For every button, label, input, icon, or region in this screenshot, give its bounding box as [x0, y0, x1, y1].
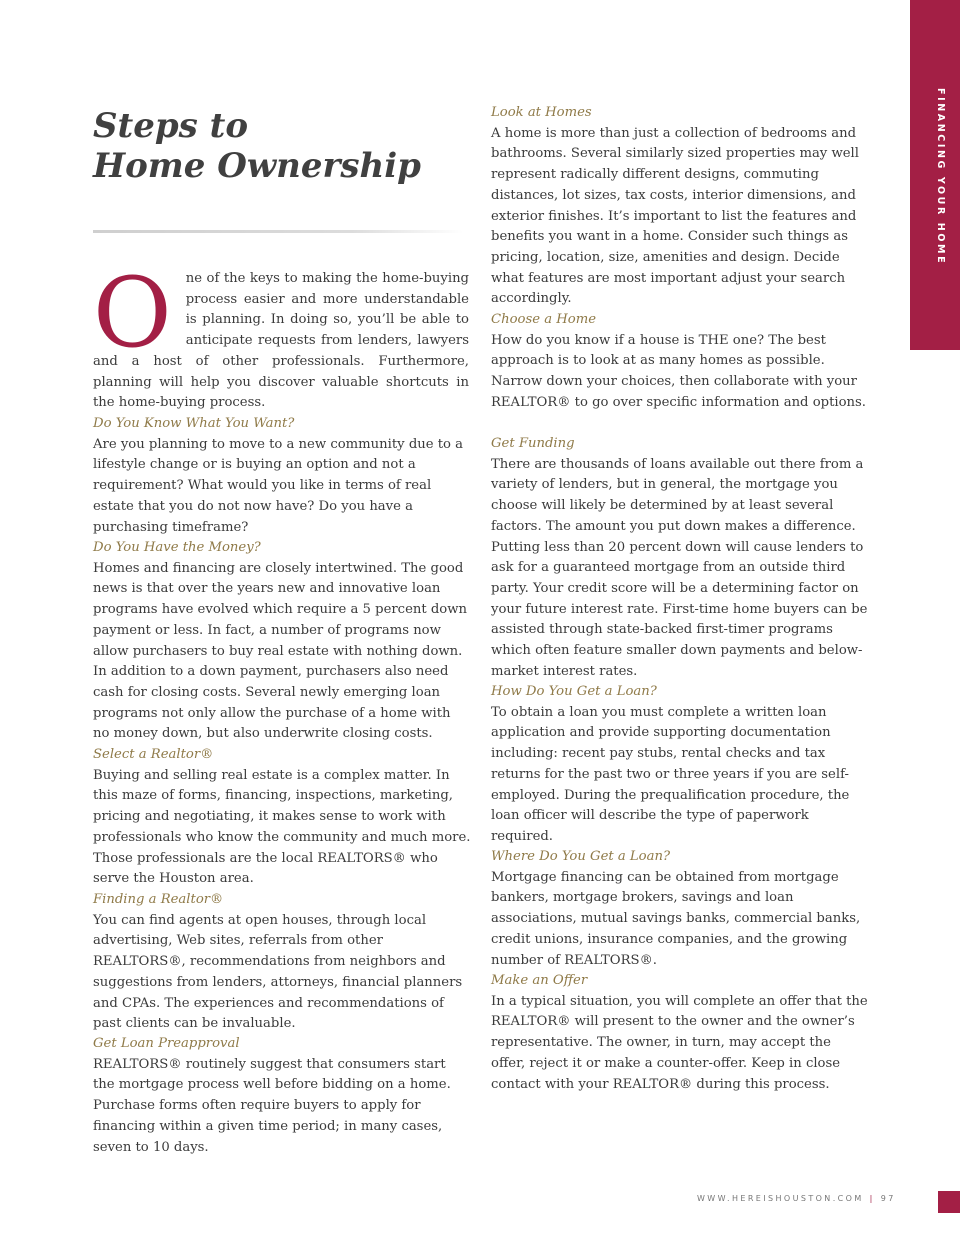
section-know-what-you-want — [93, 414, 471, 538]
section-get-funding — [491, 434, 869, 682]
title-divider — [93, 230, 463, 233]
section-heading: Make an Offer — [491, 973, 588, 988]
section-heading: Do You Know What You Want? — [93, 416, 295, 431]
footer-separator: | — [869, 1194, 875, 1203]
section-body: A home is more than just a collection of bedrooms and bathrooms. Several similarly sized properties may well represent radically different designs, commuting distances, lot sizes, tax costs, interior dimensions, and exterior finishes. It’s important to list the features and benefits you want in a home. Consider such things as pricing, location, size, amenities and design. Decide what features are most important adjust your search accordingly. — [491, 125, 859, 307]
section-make-an-offer — [491, 971, 869, 1095]
section-tab-label: FINANCING YOUR HOME — [935, 88, 946, 266]
section-heading: Choose a Home — [491, 312, 597, 327]
section-body: Mortgage financing can be obtained from mortgage bankers, mortgage brokers, savings and loan associations, mutual savings banks, commercial banks, credit unions, insurance companies, and the growing number of REALTORS®. — [491, 869, 861, 968]
section-body: There are thousands of loans available out there from a variety of lenders, but in general, the mortgage you choose will likely be determined by at least several factors. The amount you put down makes a difference. Putting less than 20 percent down will cause lenders to ask for a guaranteed mortgage from an outside third party. Your credit score will be a determining factor on your future interest rate. First-time home buyers can be assisted through state-backed first-timer programs which often feature smaller down payments and below-market interest rates. — [491, 456, 868, 679]
section-body: To obtain a loan you must complete a written loan application and provide supporting documentation including: recent pay stubs, rental checks and tax returns for the past two or three years if you are self-employed. During the prequalification procedure, the loan officer will describe the type of paperwork required. — [491, 704, 850, 844]
section-body: Are you planning to move to a new community due to a lifestyle change or is buying an option and not a requirement? What would you like in terms of real estate that you do not now have? Do you have a purchasing timeframe? — [93, 436, 464, 535]
section-body: In a typical situation, you will complete an offer that the REALTOR® will present to the owner and the owner’s representative. The owner, in turn, may accept the offer, reject it or make a counter-offer. Keep in close contact with your REALTOR® during this process. — [491, 993, 868, 1092]
section-heading: Look at Homes — [491, 105, 592, 120]
page-title-line-1: Steps to — [93, 106, 249, 146]
section-heading: Where Do You Get a Loan? — [491, 849, 671, 864]
page-footer — [697, 1194, 896, 1203]
page-title — [93, 106, 421, 186]
section-heading: How Do You Get a Loan? — [491, 684, 657, 699]
footer-url: WWW.HEREISHOUSTON.COM — [697, 1194, 864, 1203]
section-heading: Get Funding — [491, 436, 575, 451]
page-title-line-2: Home Ownership — [93, 146, 421, 186]
section-body: You can find agents at open houses, through local advertising, Web sites, referrals from other REALTORS®, recommendations from neighbors and suggestions from lenders, attorneys, financial planners and CPAs. The experiences and recommendations of past clients can be invaluable. — [93, 912, 463, 1032]
section-finding-realtor — [93, 890, 471, 1035]
intro-text: ne of the keys to making the home-buying process easier and more understandable is planning. In doing so, you’ll be able to anticipate requests from lenders, lawyers and a host of other professionals. Furthermore, planning will help you discover valuable shortcuts in the home-buying process. — [93, 271, 469, 411]
section-body: REALTORS® routinely suggest that consumers start the mortgage process well before bidding on a home. Purchase forms often require buyers to apply for financing within a given time period; in many cases, seven to 10 days. — [93, 1056, 451, 1155]
page-number: 97 — [880, 1194, 896, 1203]
section-body: Homes and financing are closely intertwined. The good news is that over the years new and innovative loan programs have evolved which require a 5 percent down payment or less. In fact, a number of programs now allow purchasers to buy real estate with nothing down. In addition to a down payment, purchasers also need cash for closing costs. Several newly emerging loan programs not only allow the purchase of a home with no money down, but also underwrite closing costs. — [93, 560, 468, 742]
corner-accent — [938, 1191, 960, 1213]
section-choose-a-home — [491, 310, 869, 414]
section-look-at-homes — [491, 103, 869, 310]
section-where-get-loan — [491, 847, 869, 971]
section-body: How do you know if a house is THE one? The best approach is to look at as many homes as possible. Narrow down your choices, then collaborate with your REALTOR® to go over specific information and options. — [491, 332, 866, 410]
section-how-get-loan — [491, 682, 869, 848]
drop-cap: O — [93, 257, 172, 369]
section-select-realtor — [93, 745, 471, 890]
section-heading: Select a Realtor® — [93, 747, 214, 762]
section-loan-preapproval — [93, 1034, 471, 1158]
section-have-the-money — [93, 538, 471, 745]
section-heading: Finding a Realtor® — [93, 892, 224, 907]
section-heading: Get Loan Preapproval — [93, 1036, 240, 1051]
intro-paragraph — [93, 257, 469, 414]
section-body: Buying and selling real estate is a complex matter. In this maze of forms, financing, inspections, marketing, pricing and negotiating, it makes sense to work with professionals who know the community and much more. Those professionals are the local REALTORS® who serve the Houston area. — [93, 767, 471, 887]
section-heading: Do You Have the Money? — [93, 540, 261, 555]
